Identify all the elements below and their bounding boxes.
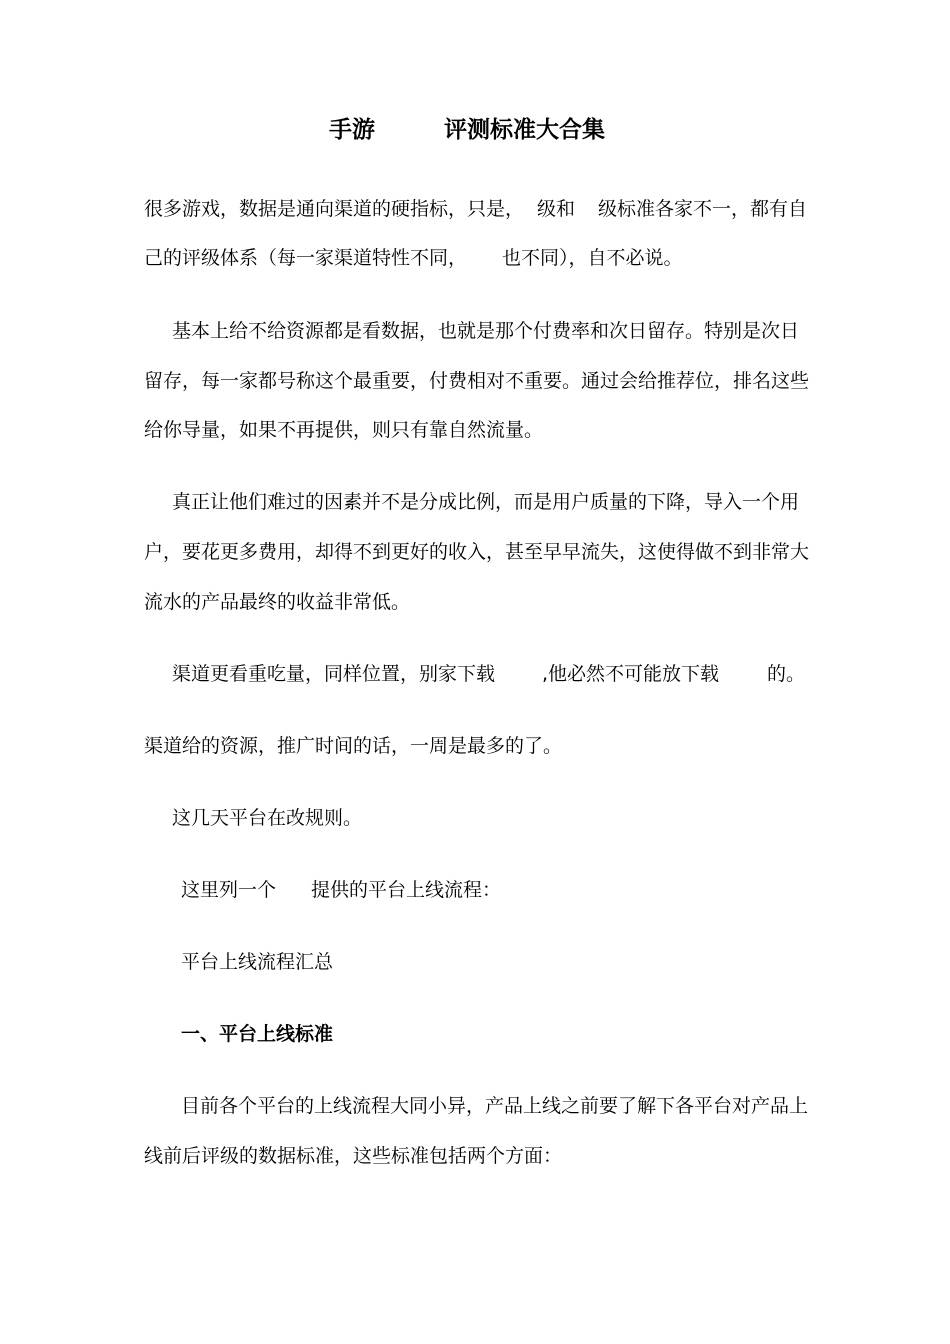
p3-line3: 流水的产品最终的收益非常低。 — [144, 591, 411, 613]
p4-part-b: ,他必然不可能放下载 — [542, 663, 720, 685]
p6-line: 这几天平台在改规则。 — [172, 807, 363, 829]
p7-part-b: 提供的平台上线流程： — [311, 879, 502, 901]
doc-title-part1: 手游 — [329, 117, 375, 143]
p2-line1: 基本上给不给资源都是看数据，也就是那个付费率和次日留存。特别是次日 — [172, 320, 800, 342]
p1-line1b: 级和 — [537, 198, 576, 220]
section-heading-1: 一、平台上线标准 — [181, 1023, 334, 1045]
p3-line2: 户，要花更多费用，却得不到更好的收入，甚至早早流失，这使得做不到非常大 — [144, 541, 810, 563]
p9-line1: 目前各个平台的上线流程大同小异，产品上线之前要了解下各平台对产品上 — [181, 1095, 809, 1117]
p3-line1: 真正让他们难过的因素并不是分成比例，而是用户质量的下降，导入一个用 — [172, 491, 800, 513]
p2-line3: 给你导量，如果不再提供，则只有靠自然流量。 — [144, 419, 544, 441]
p4-part-a: 渠道更看重吃量，同样位置，别家下载 — [172, 663, 496, 685]
p9-line2: 线前后评级的数据标准，这些标准包括两个方面： — [144, 1145, 563, 1167]
p5-line: 渠道给的资源，推广时间的话，一周是最多的了。 — [144, 735, 563, 757]
p7-part-a: 这里列一个 — [181, 879, 277, 901]
p1-line2a: 己的评级体系（每一家渠道特性不同， — [144, 247, 468, 269]
doc-title-part2: 评测标准大合集 — [444, 117, 605, 143]
p1-line1c: 级标准各家不一，都有自 — [598, 198, 808, 220]
p2-line2: 留存，每一家都号称这个最重要，付费相对不重要。通过会给推荐位，排名这些 — [144, 370, 810, 392]
p1-line1a: 很多游戏，数据是通向渠道的硬指标，只是， — [144, 198, 525, 220]
p8-line: 平台上线流程汇总 — [181, 951, 334, 973]
p4-part-c: 的。 — [767, 663, 806, 685]
p1-line2b: 也不同），自不必说。 — [502, 247, 683, 269]
